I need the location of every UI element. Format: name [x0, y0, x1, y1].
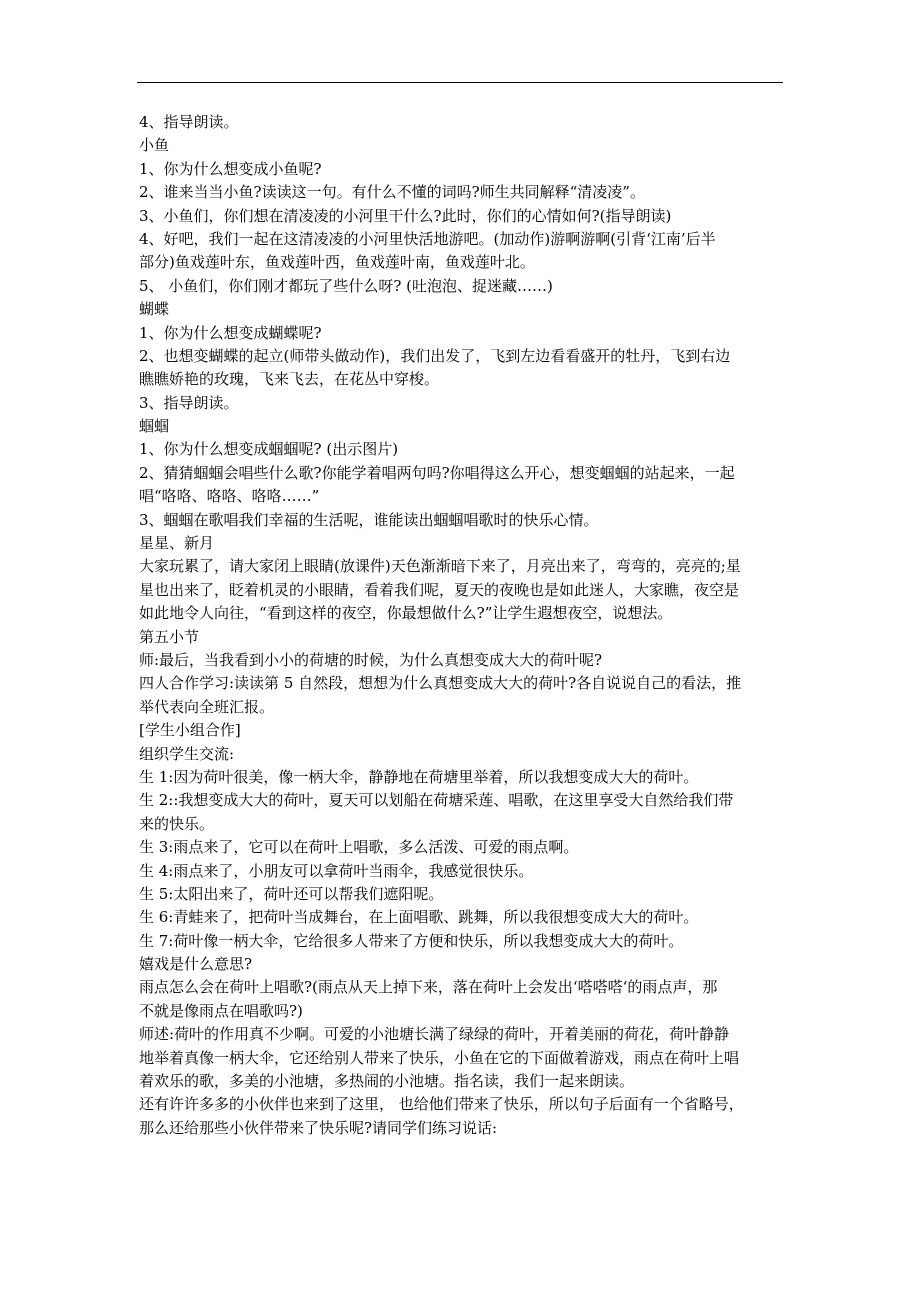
- text-line: 师述:荷叶的作用真不少啊。可爱的小池塘长满了绿绿的荷叶，开着美丽的荷花，荷叶静静: [139, 1025, 730, 1044]
- text-line: 3、指导朗读。: [139, 393, 239, 412]
- text-line: 师:最后，当我看到小小的荷塘的时候，为什么真想变成大大的荷叶呢?: [139, 650, 603, 669]
- text-line: 生 7:荷叶像一柄大伞，它给很多人带来了方便和快乐，所以我想变成大大的荷叶。: [139, 931, 684, 950]
- text-line: 大家玩累了，请大家闭上眼睛(放课件)天色渐渐暗下来了，月亮出来了，弯弯的，亮亮的;星: [139, 557, 741, 576]
- text-line: 2、也想变蝴蝶的起立(师带头做动作)，我们出发了，飞到左边看看盛开的牡丹，飞到右边: [139, 346, 731, 365]
- text-line: 举代表向全班汇报。: [139, 697, 275, 716]
- text-line: 1、你为什么想变成小鱼呢?: [139, 159, 322, 178]
- text-line: 4、指导朗读。: [139, 113, 239, 131]
- text-line: 生 3:雨点来了，它可以在荷叶上唱歌，多么活泼、可爱的雨点啊。: [139, 838, 579, 857]
- text-line: 嬉戏是什么意思?: [139, 955, 253, 974]
- text-line: 星也出来了，眨着机灵的小眼睛，看着我们呢，夏天的夜晚也是如此迷人，大家瞧，夜空是: [139, 580, 740, 599]
- text-line: [学生小组合作]: [139, 721, 241, 740]
- text-line: 来的快乐。: [139, 814, 215, 833]
- text-line: 还有许许多多的小伙伴也来到了这里， 也给他们带来了快乐，所以句子后面有一个省略号，: [139, 1095, 744, 1114]
- text-line: 生 6:青蛙来了，把荷叶当成舞台，在上面唱歌、跳舞，所以我很想变成大大的荷叶。: [139, 908, 699, 927]
- text-line: 蝴蝶: [139, 300, 170, 319]
- text-line: 生 1:因为荷叶很美，像一柄大伞，静静地在荷塘里举着，所以我想变成大大的荷叶。: [139, 767, 699, 786]
- text-line: 瞧瞧娇艳的玫瑰，飞来飞去，在花丛中穿梭。: [139, 370, 440, 389]
- text-line: 1、你为什么想变成蝈蝈呢? (出示图片): [139, 440, 399, 459]
- text-line: 地举着真像一柄大伞，它还给别人带来了快乐，小鱼在它的下面做着游戏，雨点在荷叶上唱: [139, 1048, 740, 1067]
- text-line: 四人合作学习:读读第 5 自然段，想想为什么真想变成大大的荷叶?各自说说自己的看法，推: [139, 674, 742, 693]
- text-line: 4、好吧，我们一起在这清凌凌的小河里快活地游吧。(加动作)游啊游啊(引背‘江南’后半: [139, 229, 716, 248]
- text-line: 3、小鱼们，你们想在清凌凌的小河里干什么?此时，你们的心情如何?(指导朗读): [139, 206, 672, 225]
- text-line: 小鱼: [139, 136, 170, 155]
- text-line: 5、 小鱼们，你们刚才都玩了些什么呀? (吐泡泡、捉迷藏……): [139, 276, 553, 295]
- text-line: 部分)鱼戏莲叶东，鱼戏莲叶西，鱼戏莲叶南，鱼戏莲叶北。: [139, 253, 535, 272]
- text-line: 唱“咯咯、咯咯、咯咯……”: [139, 487, 320, 506]
- document-body: [139, 111, 785, 1140]
- text-line: 如此地令人向往，“看到这样的夜空，你最想做什么?”让学生遐想夜空，说想法。: [139, 604, 673, 623]
- text-line: 不就是像雨点在唱歌吗?): [139, 1001, 303, 1020]
- text-line: 生 2::我想变成大大的荷叶，夏天可以划船在荷塘采莲、唱歌，在这里享受大自然给我们带: [139, 791, 734, 810]
- text-line: 那么还给那些小伙伴带来了快乐呢?请同学们练习说话:: [139, 1118, 498, 1137]
- text-line: 第五小节: [139, 627, 200, 646]
- text-line: 雨点怎么会在荷叶上唱歌?(雨点从天上掉下来，落在荷叶上会发出‘嗒嗒嗒‘的雨点声，那: [139, 978, 718, 997]
- text-line: 2、猜猜蝈蝈会唱些什么歌?你能学着唱两句吗?你唱得这么开心，想变蝈蝈的站起来，一起: [139, 463, 735, 482]
- header-rule: [137, 82, 783, 83]
- text-line: 生 5:太阳出来了，荷叶还可以帮我们遮阳呢。: [139, 884, 444, 903]
- text-line: 蝈蝈: [139, 417, 170, 436]
- text-line: 星星、新月: [139, 534, 215, 553]
- text-line: 组织学生交流:: [139, 744, 235, 763]
- text-line: 1、你为什么想变成蝴蝶呢?: [139, 323, 322, 342]
- text-line: 着欢乐的歌，多美的小池塘，多热闹的小池塘。指名读，我们一起来朗读。: [139, 1072, 635, 1091]
- text-line: 3、蝈蝈在歌唱我们幸福的生活呢，谁能读出蝈蝈唱歌时的快乐心情。: [139, 510, 599, 529]
- text-line: 生 4:雨点来了，小朋友可以拿荷叶当雨伞，我感觉很快乐。: [139, 861, 534, 880]
- text-line: 2、谁来当当小鱼?读读这一句。有什么不懂的词吗?师生共同解释“清凌凌”。: [139, 183, 645, 202]
